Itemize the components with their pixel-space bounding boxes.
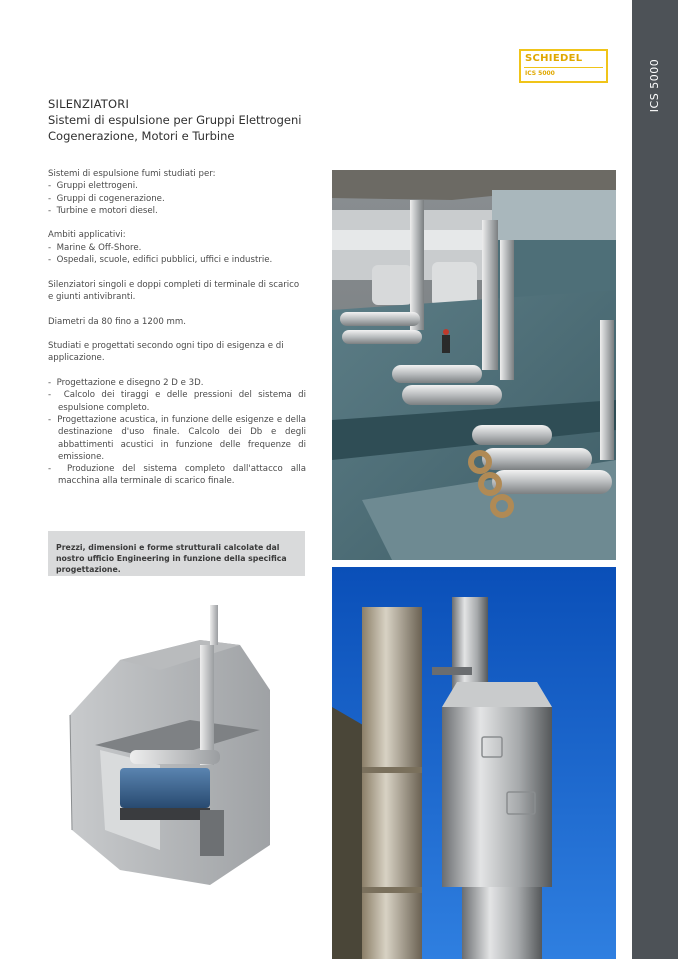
enclosure-rendering [60,600,300,900]
schiedel-logo [519,49,608,83]
exhaust-stacks-photo [332,567,616,959]
title-main: SILENZIATORI [48,97,130,111]
paragraph-design: Studiati e progettati secondo ogni tipo di esigenza e di applicazione. [48,341,284,364]
intro-block [48,168,306,217]
list-item: - Ospedali, scuole, edifici pubblici, uffici e industrie. [48,255,273,266]
title-sub-1: Sistemi di espulsione per Gruppi Elettrogeni [48,113,302,127]
services-list [48,377,306,488]
rooftop-silencers-photo [332,170,616,560]
sidebar-label [632,50,678,120]
applications-lead: Ambiti applicativi: [48,230,126,241]
applications-list [48,242,306,267]
list-item: - Turbine e motori diesel. [48,205,158,216]
logo-model: ICS 5000 [525,70,555,77]
list-item: - Calcolo dei tiraggi e delle pressioni del sistema di espulsione completo. [48,390,306,413]
list-item: - Produzione del sistema completo dall'attacco alla macchina alla terminale di scarico finale. [48,464,306,487]
right-sidebar [632,0,678,959]
list-item: - Gruppi elettrogeni. [48,181,138,192]
list-item: - Progettazione acustica, in funzione delle esigenze e della destinazione d'uso finale. Calcolo dei Db e degli abbattimenti acustici in funzione delle frequenze di emissione. [48,414,306,462]
body-text [48,168,306,488]
paragraph-silencers: Silenziatori singoli e doppi completi di terminale di scarico e giunti antivibranti. [48,279,300,302]
title-sub-2: Cogenerazione, Motori e Turbine [48,129,235,143]
logo-divider [524,67,603,68]
applications-block [48,229,306,266]
engineering-callout: Prezzi, dimensioni e forme strutturali calcolate dal nostro ufficio Engineering in funzione della specifica progettazione. [48,531,305,576]
intro-list [48,180,306,217]
paragraph-diameters: Diametri da 80 fino a 1200 mm. [48,316,186,327]
page-title [48,96,328,144]
logo-brand: SCHIEDEL [525,53,583,64]
list-item: - Gruppi di cogenerazione. [48,193,165,204]
list-item: - Marine & Off-Shore. [48,242,142,253]
list-item: - Progettazione e disegno 2 D e 3D. [48,378,204,389]
intro-lead: Sistemi di espulsione fumi studiati per: [48,169,216,179]
sidebar-label-text: ICS 5000 [648,58,662,112]
